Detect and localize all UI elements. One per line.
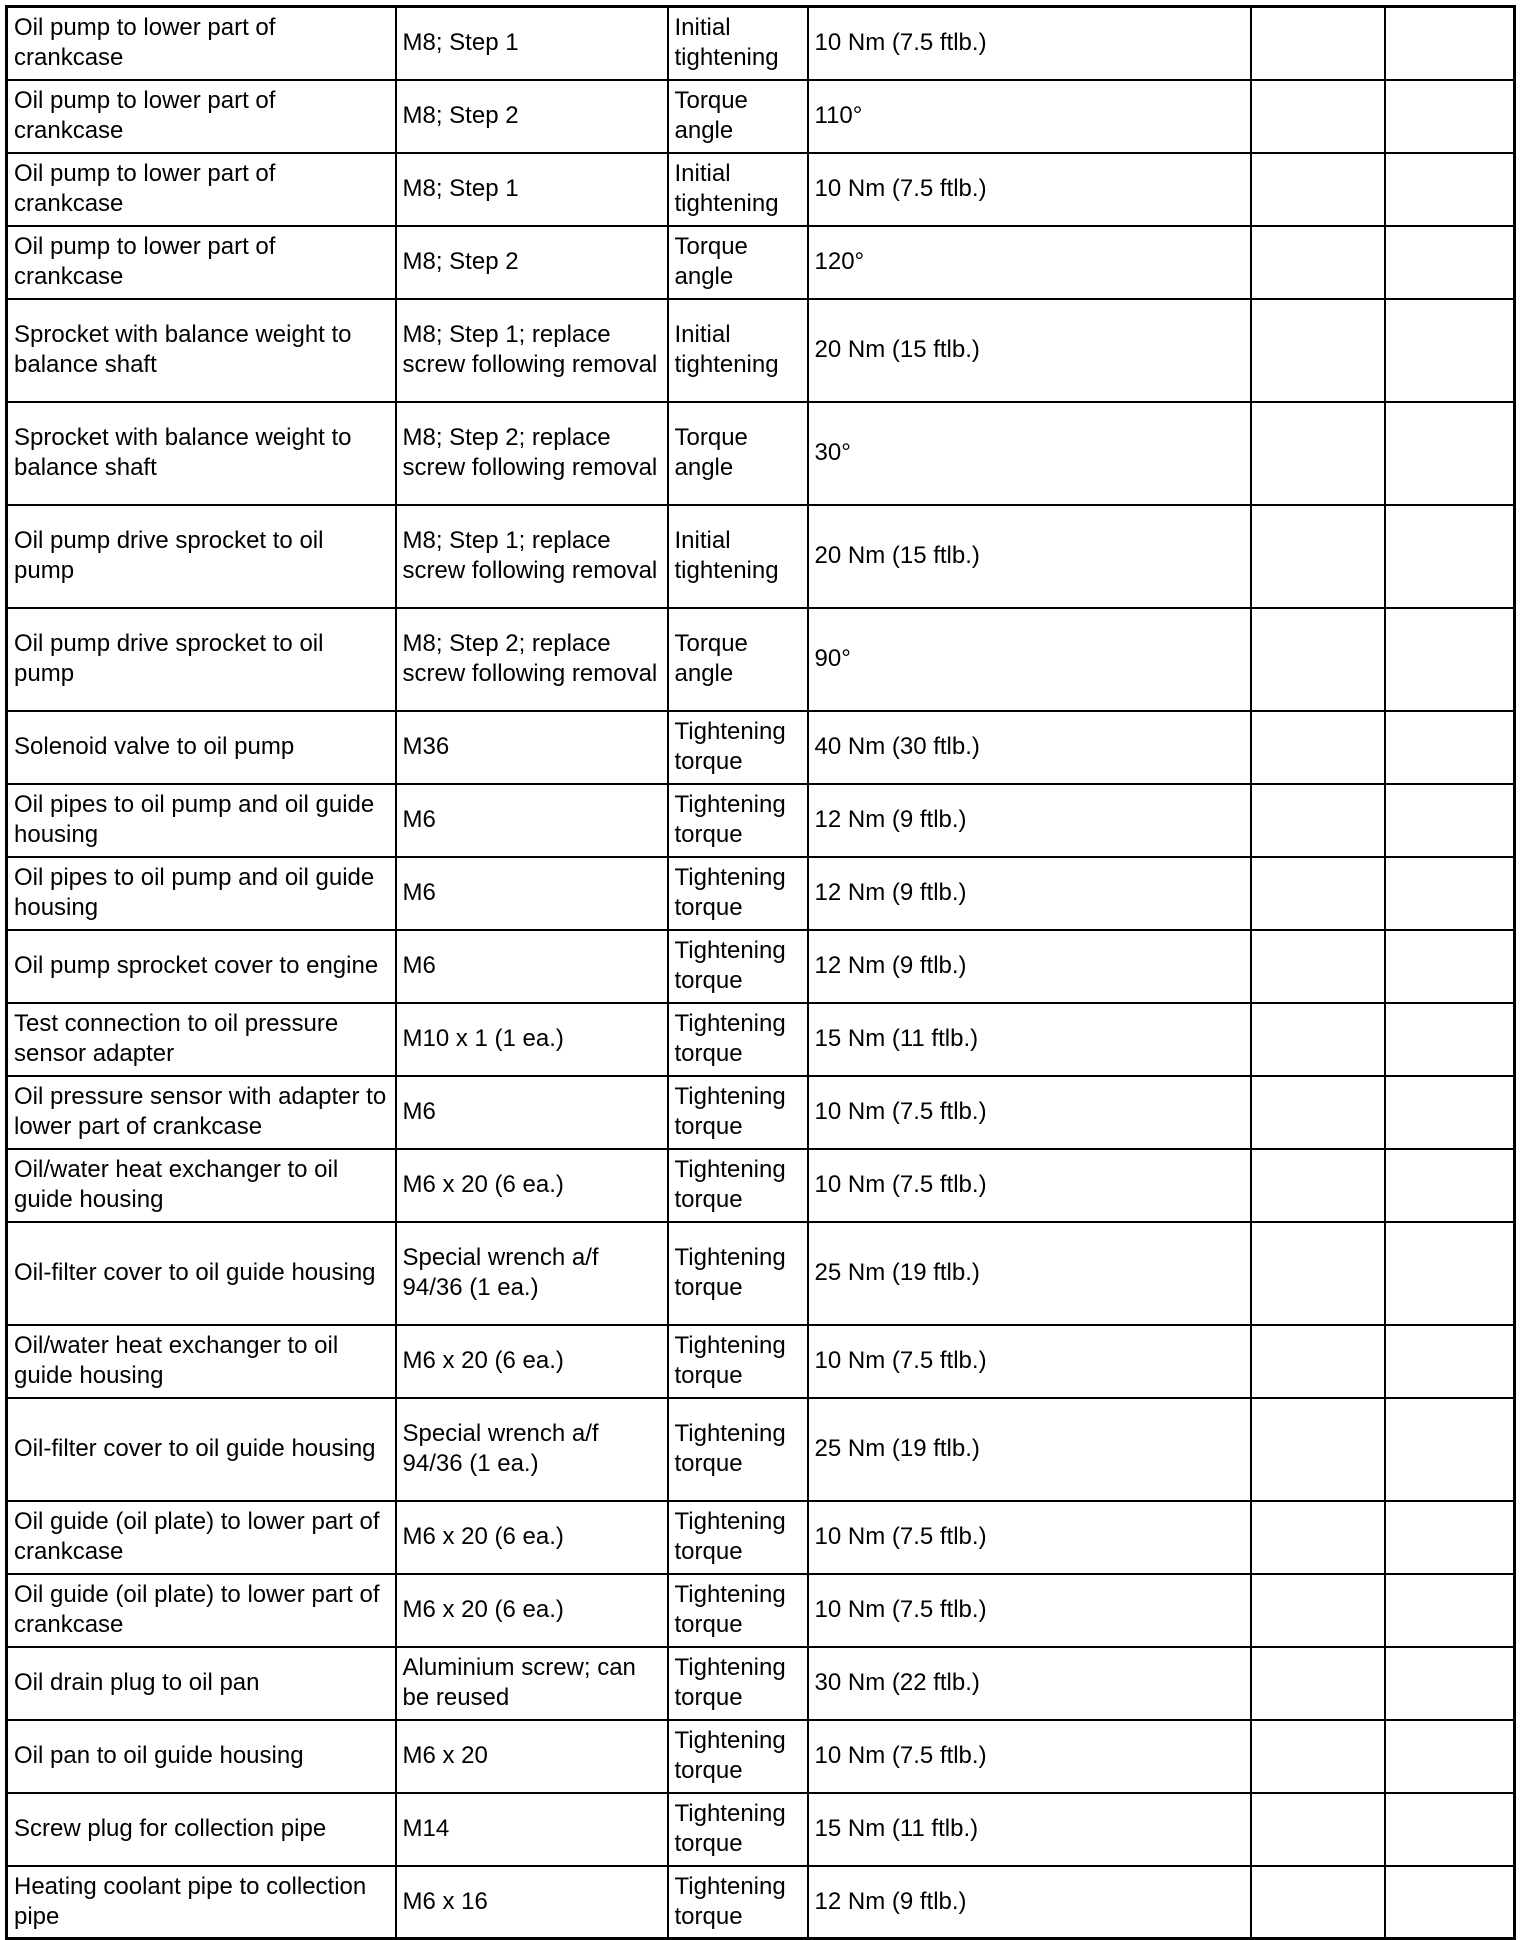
specification-cell: M6 x 20 (6 ea.) — [396, 1149, 668, 1222]
torque-value-cell: 10 Nm (7.5 ftlb.) — [808, 7, 1251, 80]
torque-value-cell: 40 Nm (30 ftlb.) — [808, 711, 1251, 784]
component-cell: Oil pump drive sprocket to oil pump — [7, 608, 396, 711]
specification-cell: M6 x 20 (6 ea.) — [396, 1325, 668, 1398]
empty-cell — [1251, 930, 1385, 1003]
component-cell: Solenoid valve to oil pump — [7, 711, 396, 784]
component-cell: Oil pump to lower part of crankcase — [7, 153, 396, 226]
specification-cell: M10 x 1 (1 ea.) — [396, 1003, 668, 1076]
tightening-type-cell: Torque angle — [668, 80, 808, 153]
torque-value-cell: 25 Nm (19 ftlb.) — [808, 1398, 1251, 1501]
table-row — [7, 1501, 1515, 1574]
empty-cell — [1385, 1003, 1515, 1076]
specification-cell: M8; Step 1; replace screw following removal — [396, 299, 668, 402]
torque-value-cell: 10 Nm (7.5 ftlb.) — [808, 1574, 1251, 1647]
empty-cell — [1385, 226, 1515, 299]
table-row — [7, 153, 1515, 226]
empty-cell — [1385, 402, 1515, 505]
empty-cell — [1385, 1149, 1515, 1222]
specification-cell: M8; Step 2; replace screw following removal — [396, 402, 668, 505]
empty-cell — [1251, 784, 1385, 857]
specification-cell: M8; Step 2 — [396, 80, 668, 153]
specification-cell: M6 x 20 — [396, 1720, 668, 1793]
specification-cell: M8; Step 2 — [396, 226, 668, 299]
component-cell: Sprocket with balance weight to balance shaft — [7, 299, 396, 402]
specification-cell: Aluminium screw; can be reused — [396, 1647, 668, 1720]
tightening-type-cell: Torque angle — [668, 608, 808, 711]
tightening-type-cell: Tightening torque — [668, 1003, 808, 1076]
torque-value-cell: 25 Nm (19 ftlb.) — [808, 1222, 1251, 1325]
torque-specification-table — [5, 5, 1516, 1940]
table-row — [7, 784, 1515, 857]
specification-cell: M14 — [396, 1793, 668, 1866]
tightening-type-cell: Tightening torque — [668, 930, 808, 1003]
table-row — [7, 1003, 1515, 1076]
torque-value-cell: 10 Nm (7.5 ftlb.) — [808, 1720, 1251, 1793]
empty-cell — [1385, 1574, 1515, 1647]
table-row — [7, 1222, 1515, 1325]
specification-cell: M8; Step 1 — [396, 153, 668, 226]
torque-value-cell: 10 Nm (7.5 ftlb.) — [808, 1149, 1251, 1222]
component-cell: Oil guide (oil plate) to lower part of crankcase — [7, 1574, 396, 1647]
tightening-type-cell: Tightening torque — [668, 711, 808, 784]
empty-cell — [1251, 711, 1385, 784]
specification-cell: Special wrench a/f 94/36 (1 ea.) — [396, 1222, 668, 1325]
specification-cell: Special wrench a/f 94/36 (1 ea.) — [396, 1398, 668, 1501]
component-cell: Oil guide (oil plate) to lower part of crankcase — [7, 1501, 396, 1574]
empty-cell — [1251, 1574, 1385, 1647]
empty-cell — [1385, 1398, 1515, 1501]
component-cell: Oil pan to oil guide housing — [7, 1720, 396, 1793]
torque-value-cell: 10 Nm (7.5 ftlb.) — [808, 1076, 1251, 1149]
torque-value-cell: 90° — [808, 608, 1251, 711]
empty-cell — [1251, 1003, 1385, 1076]
table-row — [7, 1720, 1515, 1793]
empty-cell — [1385, 1501, 1515, 1574]
tightening-type-cell: Tightening torque — [668, 1398, 808, 1501]
torque-value-cell: 20 Nm (15 ftlb.) — [808, 299, 1251, 402]
tightening-type-cell: Tightening torque — [668, 1866, 808, 1939]
tightening-type-cell: Initial tightening — [668, 153, 808, 226]
component-cell: Oil pressure sensor with adapter to lower part of crankcase — [7, 1076, 396, 1149]
component-cell: Heating coolant pipe to collection pipe — [7, 1866, 396, 1939]
empty-cell — [1385, 153, 1515, 226]
empty-cell — [1385, 711, 1515, 784]
specification-cell: M36 — [396, 711, 668, 784]
component-cell: Oil-filter cover to oil guide housing — [7, 1222, 396, 1325]
tightening-type-cell: Tightening torque — [668, 1149, 808, 1222]
table-row — [7, 930, 1515, 1003]
torque-value-cell: 110° — [808, 80, 1251, 153]
empty-cell — [1385, 1325, 1515, 1398]
tightening-type-cell: Tightening torque — [668, 1647, 808, 1720]
table-row — [7, 1149, 1515, 1222]
torque-value-cell: 30 Nm (22 ftlb.) — [808, 1647, 1251, 1720]
empty-cell — [1385, 1076, 1515, 1149]
table-row — [7, 402, 1515, 505]
specification-cell: M6 — [396, 930, 668, 1003]
specification-cell: M6 x 16 — [396, 1866, 668, 1939]
table-row — [7, 1398, 1515, 1501]
empty-cell — [1251, 505, 1385, 608]
table-row — [7, 857, 1515, 930]
empty-cell — [1385, 930, 1515, 1003]
table-row — [7, 1866, 1515, 1939]
empty-cell — [1251, 1149, 1385, 1222]
empty-cell — [1385, 608, 1515, 711]
tightening-type-cell: Torque angle — [668, 402, 808, 505]
empty-cell — [1251, 80, 1385, 153]
specification-cell: M6 — [396, 784, 668, 857]
specification-cell: M6 — [396, 857, 668, 930]
empty-cell — [1385, 1793, 1515, 1866]
tightening-type-cell: Tightening torque — [668, 1720, 808, 1793]
tightening-type-cell: Initial tightening — [668, 7, 808, 80]
table-row — [7, 7, 1515, 80]
component-cell: Oil-filter cover to oil guide housing — [7, 1398, 396, 1501]
torque-value-cell: 12 Nm (9 ftlb.) — [808, 857, 1251, 930]
specification-cell: M6 x 20 (6 ea.) — [396, 1574, 668, 1647]
empty-cell — [1385, 1866, 1515, 1939]
torque-value-cell: 12 Nm (9 ftlb.) — [808, 784, 1251, 857]
tightening-type-cell: Tightening torque — [668, 1076, 808, 1149]
tightening-type-cell: Tightening torque — [668, 1325, 808, 1398]
empty-cell — [1251, 7, 1385, 80]
component-cell: Oil pipes to oil pump and oil guide housing — [7, 784, 396, 857]
empty-cell — [1251, 1222, 1385, 1325]
table-row — [7, 1574, 1515, 1647]
empty-cell — [1385, 505, 1515, 608]
empty-cell — [1251, 226, 1385, 299]
table-row — [7, 226, 1515, 299]
empty-cell — [1385, 857, 1515, 930]
empty-cell — [1385, 299, 1515, 402]
component-cell: Sprocket with balance weight to balance shaft — [7, 402, 396, 505]
tightening-type-cell: Tightening torque — [668, 1574, 808, 1647]
torque-value-cell: 120° — [808, 226, 1251, 299]
specification-cell: M6 — [396, 1076, 668, 1149]
table-row — [7, 1076, 1515, 1149]
component-cell: Oil pump to lower part of crankcase — [7, 7, 396, 80]
table-row — [7, 1793, 1515, 1866]
table-body — [7, 7, 1515, 1939]
component-cell: Oil pump to lower part of crankcase — [7, 80, 396, 153]
empty-cell — [1251, 1647, 1385, 1720]
table-row — [7, 80, 1515, 153]
table-row — [7, 299, 1515, 402]
empty-cell — [1251, 1866, 1385, 1939]
table-row — [7, 505, 1515, 608]
torque-value-cell: 10 Nm (7.5 ftlb.) — [808, 1325, 1251, 1398]
empty-cell — [1385, 1647, 1515, 1720]
specification-cell: M8; Step 1 — [396, 7, 668, 80]
tightening-type-cell: Tightening torque — [668, 1222, 808, 1325]
tightening-type-cell: Tightening torque — [668, 857, 808, 930]
empty-cell — [1385, 784, 1515, 857]
empty-cell — [1385, 1720, 1515, 1793]
tightening-type-cell: Tightening torque — [668, 1793, 808, 1866]
component-cell: Screw plug for collection pipe — [7, 1793, 396, 1866]
table-row — [7, 608, 1515, 711]
component-cell: Oil pipes to oil pump and oil guide housing — [7, 857, 396, 930]
component-cell: Oil/water heat exchanger to oil guide housing — [7, 1149, 396, 1222]
tightening-type-cell: Tightening torque — [668, 1501, 808, 1574]
empty-cell — [1251, 857, 1385, 930]
empty-cell — [1385, 80, 1515, 153]
component-cell: Oil pump drive sprocket to oil pump — [7, 505, 396, 608]
torque-value-cell: 10 Nm (7.5 ftlb.) — [808, 1501, 1251, 1574]
empty-cell — [1251, 402, 1385, 505]
torque-value-cell: 12 Nm (9 ftlb.) — [808, 1866, 1251, 1939]
empty-cell — [1251, 608, 1385, 711]
empty-cell — [1251, 153, 1385, 226]
torque-value-cell: 10 Nm (7.5 ftlb.) — [808, 153, 1251, 226]
table-row — [7, 1647, 1515, 1720]
empty-cell — [1251, 1501, 1385, 1574]
component-cell: Oil/water heat exchanger to oil guide housing — [7, 1325, 396, 1398]
empty-cell — [1385, 7, 1515, 80]
tightening-type-cell: Torque angle — [668, 226, 808, 299]
specification-cell: M6 x 20 (6 ea.) — [396, 1501, 668, 1574]
tightening-type-cell: Initial tightening — [668, 299, 808, 402]
component-cell: Oil pump to lower part of crankcase — [7, 226, 396, 299]
table-row — [7, 1325, 1515, 1398]
torque-value-cell: 30° — [808, 402, 1251, 505]
torque-value-cell: 15 Nm (11 ftlb.) — [808, 1793, 1251, 1866]
empty-cell — [1251, 1720, 1385, 1793]
tightening-type-cell: Tightening torque — [668, 784, 808, 857]
component-cell: Oil drain plug to oil pan — [7, 1647, 396, 1720]
empty-cell — [1385, 1222, 1515, 1325]
empty-cell — [1251, 1793, 1385, 1866]
specification-cell: M8; Step 1; replace screw following removal — [396, 505, 668, 608]
tightening-type-cell: Initial tightening — [668, 505, 808, 608]
component-cell: Test connection to oil pressure sensor adapter — [7, 1003, 396, 1076]
empty-cell — [1251, 299, 1385, 402]
component-cell: Oil pump sprocket cover to engine — [7, 930, 396, 1003]
torque-value-cell: 12 Nm (9 ftlb.) — [808, 930, 1251, 1003]
torque-value-cell: 15 Nm (11 ftlb.) — [808, 1003, 1251, 1076]
empty-cell — [1251, 1076, 1385, 1149]
table-row — [7, 711, 1515, 784]
empty-cell — [1251, 1398, 1385, 1501]
specification-cell: M8; Step 2; replace screw following removal — [396, 608, 668, 711]
torque-value-cell: 20 Nm (15 ftlb.) — [808, 505, 1251, 608]
empty-cell — [1251, 1325, 1385, 1398]
